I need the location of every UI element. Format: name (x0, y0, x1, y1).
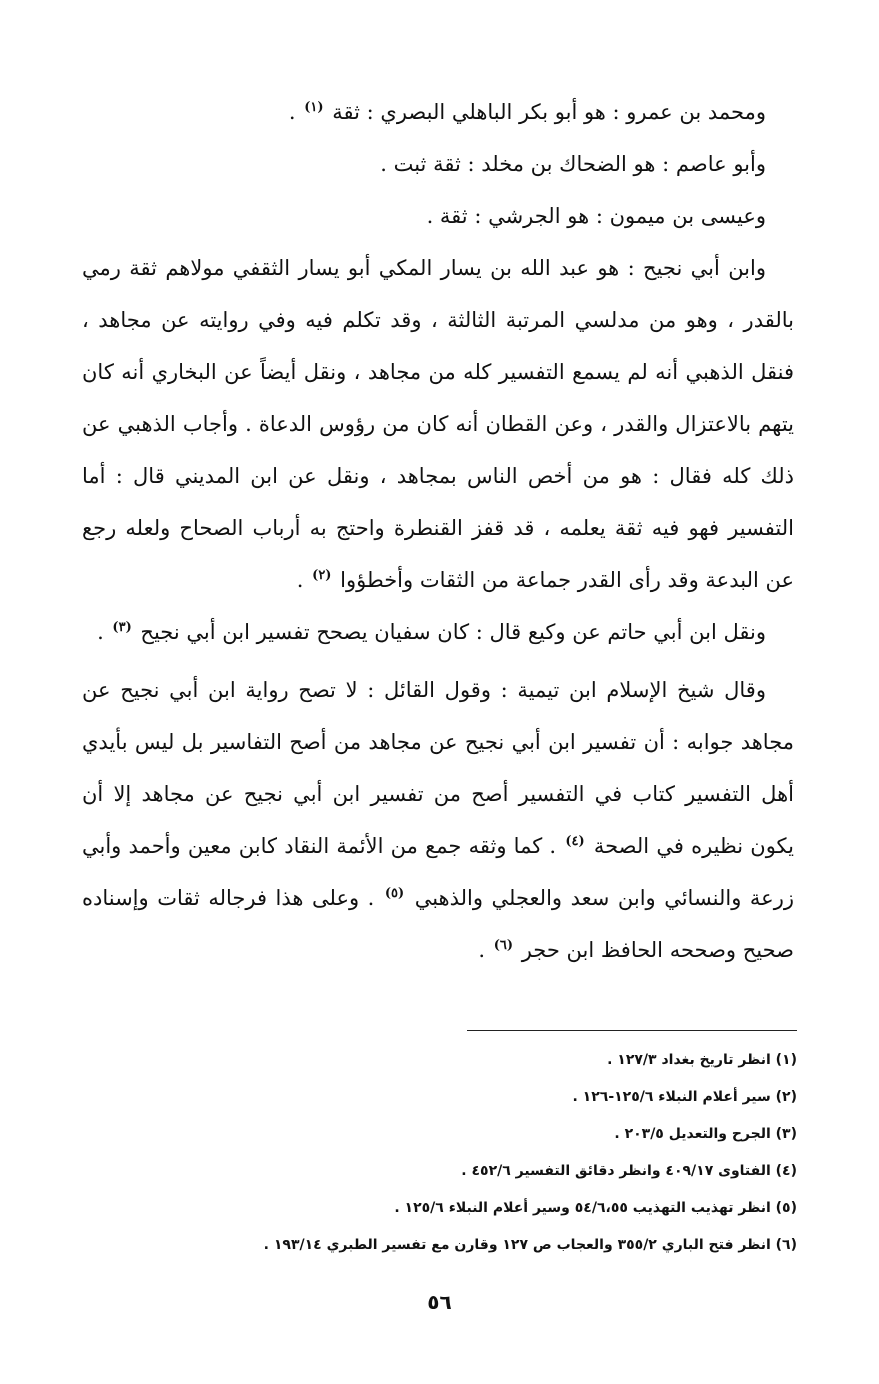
footnote-divider (467, 1030, 797, 1031)
paragraph-4: وابن أبي نجيح : هو عبد الله بن يسار المكي أبو يسار الثقفي مولاهم ثقة رمي بالقدر ، وهو من مدلسي المرتبة الثالثة ، وقد تكلم فيه وفي روايته عن مجاهد ، فنقل الذهبي أنه لم يسمع التفسير كله من مجاهد ، ونقل أيضاً عن البخاري أنه كان يتهم بالاعتزال والقدر ، وعن القطان أنه كان من رؤوس الدعاة . وأجاب الذهبي عن ذلك كله فقال : هو من أخص الناس بمجاهد ، ونقل عن ابن المديني قال : أما التفسير فهو فيه ثقة يعلمه ، قد قفز القنطرة واحتج به أرباب الصحاح ولعله رجع عن البدعة وقد رأى القدر جماعة من الثقات وأخطؤوا $^{(٢)}$ . (82, 256, 794, 592)
main-text (82, 86, 794, 976)
footnote-2: (٢) سير أعلام النبلاء ١٢٥/٦-١٢٦ . (572, 1089, 797, 1105)
footnote-6: (٦) انظر فتح الباري ٣٥٥/٢ والعجاب ص ١٢٧ وقارن مع تفسير الطبري ١٩٣/١٤ . (263, 1237, 797, 1253)
footnote-ref-1: (١) (304, 100, 324, 115)
footnote-ref-5: (٥) (384, 886, 405, 901)
footnote-ref-6: (٦) (493, 938, 514, 953)
footnote-1: (١) انظر تاريخ بغداد ١٢٧/٣ . (607, 1052, 797, 1068)
footnote-ref-3: (٣) (112, 620, 132, 635)
footnote-5: (٥) انظر تهذيب التهذيب ٥٤/٦،٥٥ وسير أعلام النبلاء ١٢٥/٦ . (394, 1200, 797, 1216)
footnote-ref-4: (٤) (565, 834, 585, 849)
paragraph-5: ونقل ابن أبي حاتم عن وكيع قال : كان سفيان يصحح تفسير ابن أبي نجيح $^{(٣)}$ . (97, 620, 766, 644)
footnotes (85, 1042, 797, 1264)
footnote-4: (٤) الفتاوى ٤٠٩/١٧ وانظر دقائق التفسير ٤٥٢/٦ . (461, 1163, 797, 1179)
paragraph-3: وعيسى بن ميمون : هو الجرشي : ثقة . (426, 204, 766, 228)
footnote-3: (٣) الجرح والتعديل ٢٠٣/٥ . (614, 1126, 797, 1142)
footnote-ref-2: (٢) (312, 568, 332, 583)
paragraph-1: ومحمد بن عمرو : هو أبو بكر الباهلي البصري : ثقة $^{(١)}$ . (288, 100, 766, 124)
paragraph-6: وقال شيخ الإسلام ابن تيمية : وقول القائل : لا تصح رواية ابن أبي نجيح عن مجاهد جوابه : أن تفسير ابن أبي نجيح عن مجاهد من أصح التفاسير بل ليس بأيدي أهل التفسير كتاب في التفسير أصح من تفسير ابن أبي نجيح عن مجاهد إلا أن يكون نظيره في الصحة $^{(٤)}$ . كما وثقه جمع من الأئمة النقاد كابن معين وأحمد وأبي زرعة والنسائي وابن سعد والعجلي والذهبي $^{(٥)}$ . وعلى هذا فرجاله ثقات وإسناده صحيح وصححه الحافظ ابن حجر $^{(٦)}$ . (82, 678, 794, 962)
page-number: ٥٦ (427, 1290, 452, 1314)
paragraph-2: وأبو عاصم : هو الضحاك بن مخلد : ثقة ثبت . (380, 152, 766, 176)
